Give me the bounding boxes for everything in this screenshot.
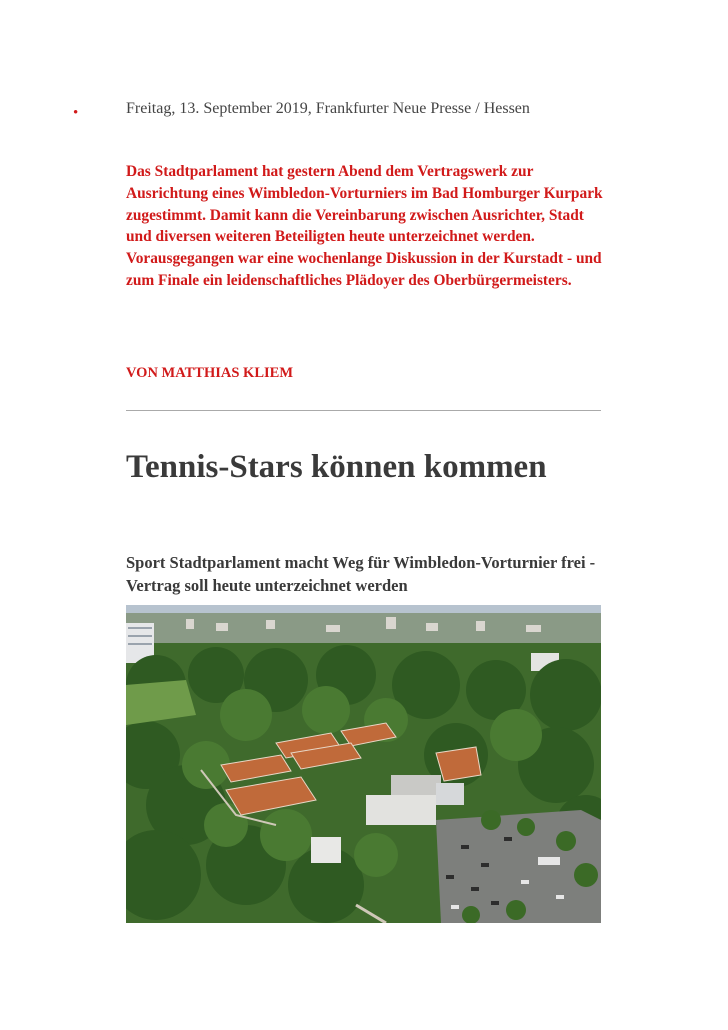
article-meta: Freitag, 13. September 2019, Frankfurter Neue Presse / Hessen [126, 100, 530, 117]
article-headline: Tennis-Stars können kommen [126, 449, 547, 485]
article-byline: VON MATTHIAS KLIEM [126, 365, 294, 381]
article-photo [126, 605, 601, 923]
list-bullet: • [73, 105, 79, 121]
article-lead: Das Stadtparlament hat gestern Abend dem Vertragswerk zur Ausrichtung eines Wimbledon-Vorturniers im Bad Homburger Kurpark zugestimmt. Damit kann die Vereinbarung zwischen Ausrichter, Stadt und diversen weiteren Beteiligten heute unterzeichnet werden. Vorausgegangen war eine wochenlange Diskussion in der Kurstadt - und zum Finale ein leidenschaftliches Plädoyer des Oberbürgermeisters. [126, 163, 603, 289]
article-subhead: Sport Stadtparlament macht Weg für Wimbledon-Vorturnier frei - Vertrag soll heute unterzeichnet werden [126, 553, 596, 595]
divider [126, 410, 601, 411]
